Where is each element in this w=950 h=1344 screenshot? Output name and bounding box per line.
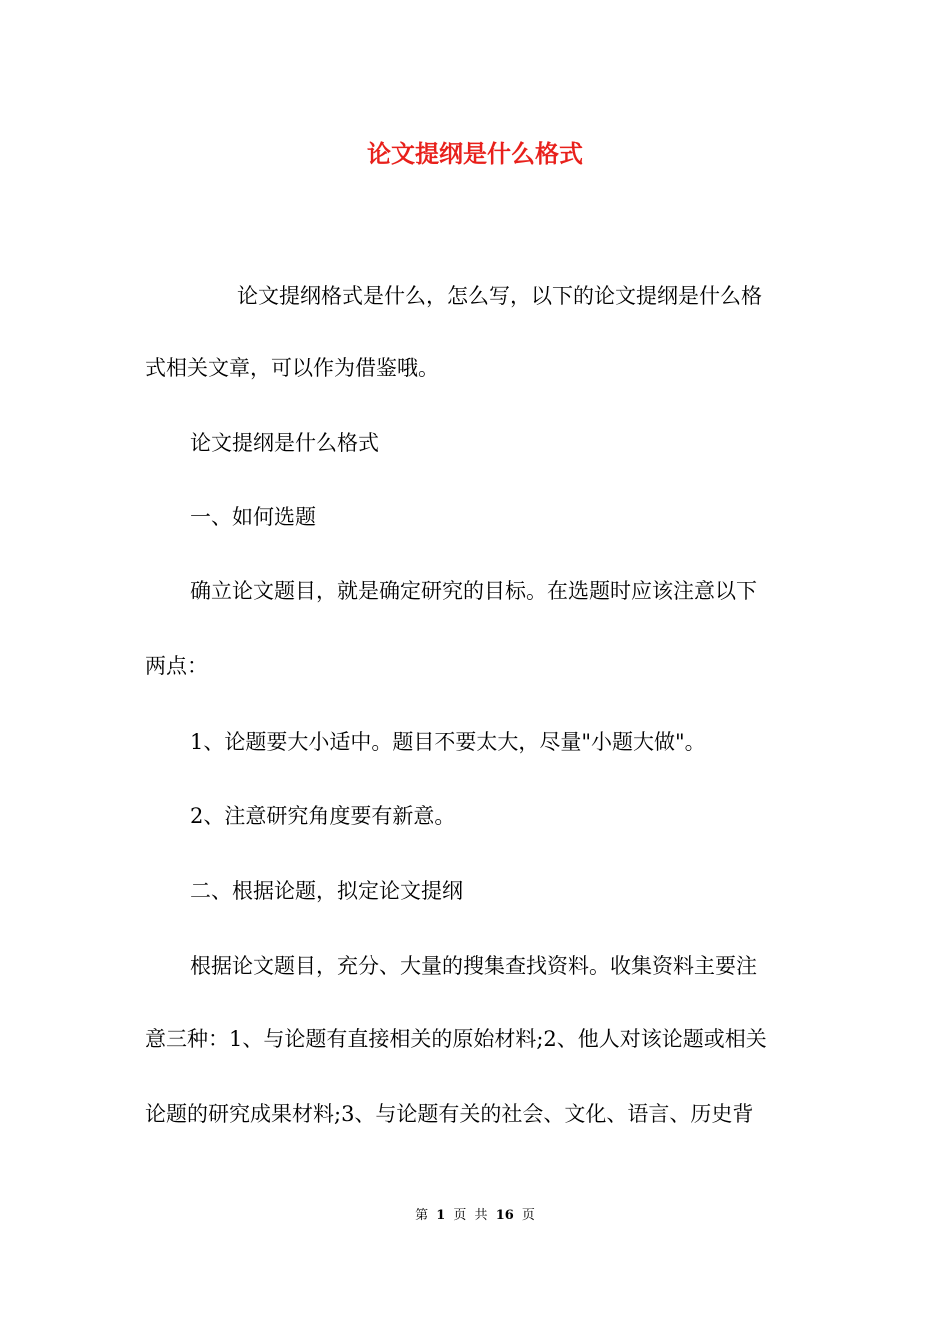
paragraph-line: 确立论文题目，就是确定研究的目标。在选题时应该注意以下 [190,579,757,603]
footer-middle: 页 共 [453,1208,488,1223]
footer-page-number: 1 [436,1208,446,1223]
list-item: 1、论题要大小适中。题目不要太大，尽量"小题大做"。 [190,730,706,754]
footer-total-pages: 16 [495,1208,514,1223]
paragraph-line: 意三种：1、与论题有直接相关的原始材料;2、他人对该论题或相关 [145,1027,767,1051]
page-footer [0,1207,950,1225]
footer-prefix: 第 [415,1208,429,1223]
paragraph-line: 论文提纲格式是什么，怎么写，以下的论文提纲是什么格 [237,284,762,308]
list-item: 2、注意研究角度要有新意。 [190,804,456,828]
section-heading: 二、根据论题，拟定论文提纲 [190,879,463,903]
paragraph-line: 根据论文题目，充分、大量的搜集查找资料。收集资料主要注 [190,954,757,978]
paragraph-line: 式相关文章，可以作为借鉴哦。 [145,356,439,380]
paragraph-line: 两点： [145,654,208,678]
paragraph-line: 论文提纲是什么格式 [190,431,379,455]
section-heading: 一、如何选题 [190,505,316,529]
footer-suffix: 页 [521,1208,535,1223]
document-title: 论文提纲是什么格式 [367,139,583,168]
paragraph-line: 论题的研究成果材料;3、与论题有关的社会、文化、语言、历史背 [145,1102,754,1126]
